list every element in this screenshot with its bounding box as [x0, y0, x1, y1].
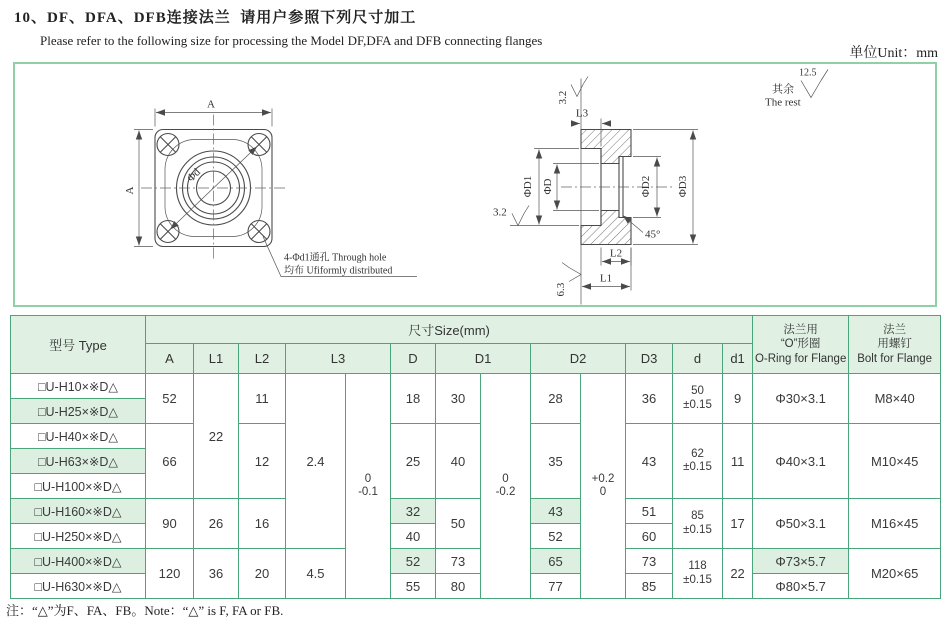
data-cell: 77 [531, 574, 581, 599]
data-cell: 50 [436, 499, 481, 549]
svg-text:The rest: The rest [765, 96, 801, 109]
front-view [124, 99, 417, 277]
table-row [11, 374, 941, 399]
data-cell: M16×45 [849, 499, 941, 549]
dim-label-l1: L1 [599, 272, 613, 285]
flange-dimension-table [10, 315, 941, 599]
data-cell: 30 [436, 374, 481, 424]
col-header-L3: L3 [286, 344, 391, 374]
data-cell: 60 [626, 524, 673, 549]
type-cell: □U-H630×※D△ [11, 574, 146, 599]
data-cell: 73 [626, 549, 673, 574]
data-cell: 40 [391, 524, 436, 549]
col-header-D2: D2 [531, 344, 626, 374]
data-cell: M20×65 [849, 549, 941, 599]
data-cell: 36 [626, 374, 673, 424]
col-header-L1: L1 [194, 344, 239, 374]
header-bolt: 法兰 用螺钉 Bolt for Flange [849, 316, 941, 374]
table-row [11, 549, 941, 574]
data-cell: Φ50×3.1 [753, 499, 849, 549]
svg-text:3.2: 3.2 [557, 90, 569, 105]
col-header-A: A [146, 344, 194, 374]
data-cell: 73 [436, 549, 481, 574]
page-title: 10、DF、DFA、DFB连接法兰 请用户参照下列尺寸加工 [14, 10, 417, 26]
dim-label-d3: ΦD3 [677, 175, 689, 198]
data-cell: 32 [391, 499, 436, 524]
data-cell: 2.4 [286, 374, 346, 549]
data-cell: 9 [723, 374, 753, 424]
drawing-panel [13, 62, 937, 307]
data-cell: Φ30×3.1 [753, 374, 849, 424]
data-cell: 0 -0.1 [346, 374, 391, 599]
data-cell: 40 [436, 424, 481, 499]
footnote: 注：“△”为F、FA、FB。Note：“△” is F, FA or FB. [6, 603, 284, 618]
table-row [11, 499, 941, 524]
header-type: 型号 Type [11, 316, 146, 374]
data-cell: 35 [531, 424, 581, 499]
data-cell: +0.2 0 [581, 374, 626, 599]
type-cell: □U-H40×※D△ [11, 424, 146, 449]
data-cell: 18 [391, 374, 436, 424]
data-cell: 28 [531, 374, 581, 424]
data-cell: 50 ±0.15 [673, 374, 723, 424]
data-cell: 55 [391, 574, 436, 599]
type-cell: □U-H10×※D△ [11, 374, 146, 399]
col-header-L2: L2 [239, 344, 286, 374]
data-cell: 0 -0.2 [481, 374, 531, 599]
unit-label: 单位Unit：mm [849, 46, 938, 61]
type-cell: □U-H63×※D△ [11, 449, 146, 474]
section-view [493, 68, 828, 305]
data-cell: 85 ±0.15 [673, 499, 723, 549]
dim-label-d1: ΦD1 [522, 175, 534, 198]
svg-text:3.2: 3.2 [493, 206, 507, 219]
data-cell: M10×45 [849, 424, 941, 499]
col-header-D1: D1 [436, 344, 531, 374]
finish-mark-bottom [555, 263, 581, 297]
dim-label-bolt-circle: Φd [184, 166, 203, 185]
data-cell: 66 [146, 424, 194, 499]
col-header-d1: d1 [723, 344, 753, 374]
data-cell: M8×40 [849, 374, 941, 424]
data-cell: Φ40×3.1 [753, 424, 849, 499]
data-cell: 65 [531, 549, 581, 574]
header-oring: 法兰用 “O”形圈 O-Ring for Flange [753, 316, 849, 374]
data-cell: 52 [391, 549, 436, 574]
data-cell: 90 [146, 499, 194, 549]
header-size: 尺寸Size(mm) [146, 316, 753, 344]
data-cell: 85 [626, 574, 673, 599]
data-cell: 118 ±0.15 [673, 549, 723, 599]
data-cell: 80 [436, 574, 481, 599]
dim-label-a-top: A [207, 98, 215, 111]
type-cell: □U-H250×※D△ [11, 524, 146, 549]
svg-text:6.3: 6.3 [555, 282, 567, 297]
finish-mark-top [557, 77, 588, 105]
data-cell: 51 [626, 499, 673, 524]
data-cell: 11 [723, 424, 753, 499]
data-cell: 36 [194, 549, 239, 599]
type-cell: □U-H160×※D△ [11, 499, 146, 524]
type-cell: □U-H100×※D△ [11, 474, 146, 499]
dim-label-l3: L3 [575, 107, 589, 120]
finish-mark-left [493, 206, 529, 226]
dim-label-d: ΦD [542, 178, 554, 195]
dim-label-l2: L2 [609, 247, 623, 260]
data-cell: 11 [239, 374, 286, 424]
data-cell: 43 [531, 499, 581, 524]
data-cell: 25 [391, 424, 436, 499]
page-subtitle: Please refer to the following size for processing the Model DF,DFA and DFB connecting flanges [40, 33, 543, 48]
svg-text:其余: 其余 [772, 83, 794, 96]
data-cell: 12 [239, 424, 286, 499]
dim-label-a-left: A [124, 186, 136, 195]
svg-text:12.5: 12.5 [799, 67, 817, 79]
data-cell: 20 [239, 549, 286, 599]
dim-label-chamfer: 45° [645, 228, 661, 241]
data-cell: Φ73×5.7 [753, 549, 849, 574]
data-cell: 43 [626, 424, 673, 499]
data-cell: 17 [723, 499, 753, 549]
data-cell: 52 [531, 524, 581, 549]
col-header-D: D [391, 344, 436, 374]
data-cell: 26 [194, 499, 239, 549]
type-cell: □U-H25×※D△ [11, 399, 146, 424]
data-cell: Φ80×5.7 [753, 574, 849, 599]
data-cell: 62 ±0.15 [673, 424, 723, 499]
data-cell: 120 [146, 549, 194, 599]
through-hole-note-line2: 均布 Ufiformly distributed [284, 265, 393, 277]
data-cell: 52 [146, 374, 194, 424]
through-hole-note-line1: 4-Φd1通孔 Through hole [284, 252, 387, 264]
col-header-D3: D3 [626, 344, 673, 374]
table-row [11, 424, 941, 449]
col-header-d: d [673, 344, 723, 374]
data-cell: 22 [194, 374, 239, 499]
dim-label-d2: ΦD2 [640, 175, 652, 198]
flange-drawing [15, 64, 935, 305]
data-cell: 22 [723, 549, 753, 599]
data-cell: 4.5 [286, 549, 346, 599]
data-cell: 16 [239, 499, 286, 549]
type-cell: □U-H400×※D△ [11, 549, 146, 574]
rest-roughness-mark [765, 68, 828, 109]
